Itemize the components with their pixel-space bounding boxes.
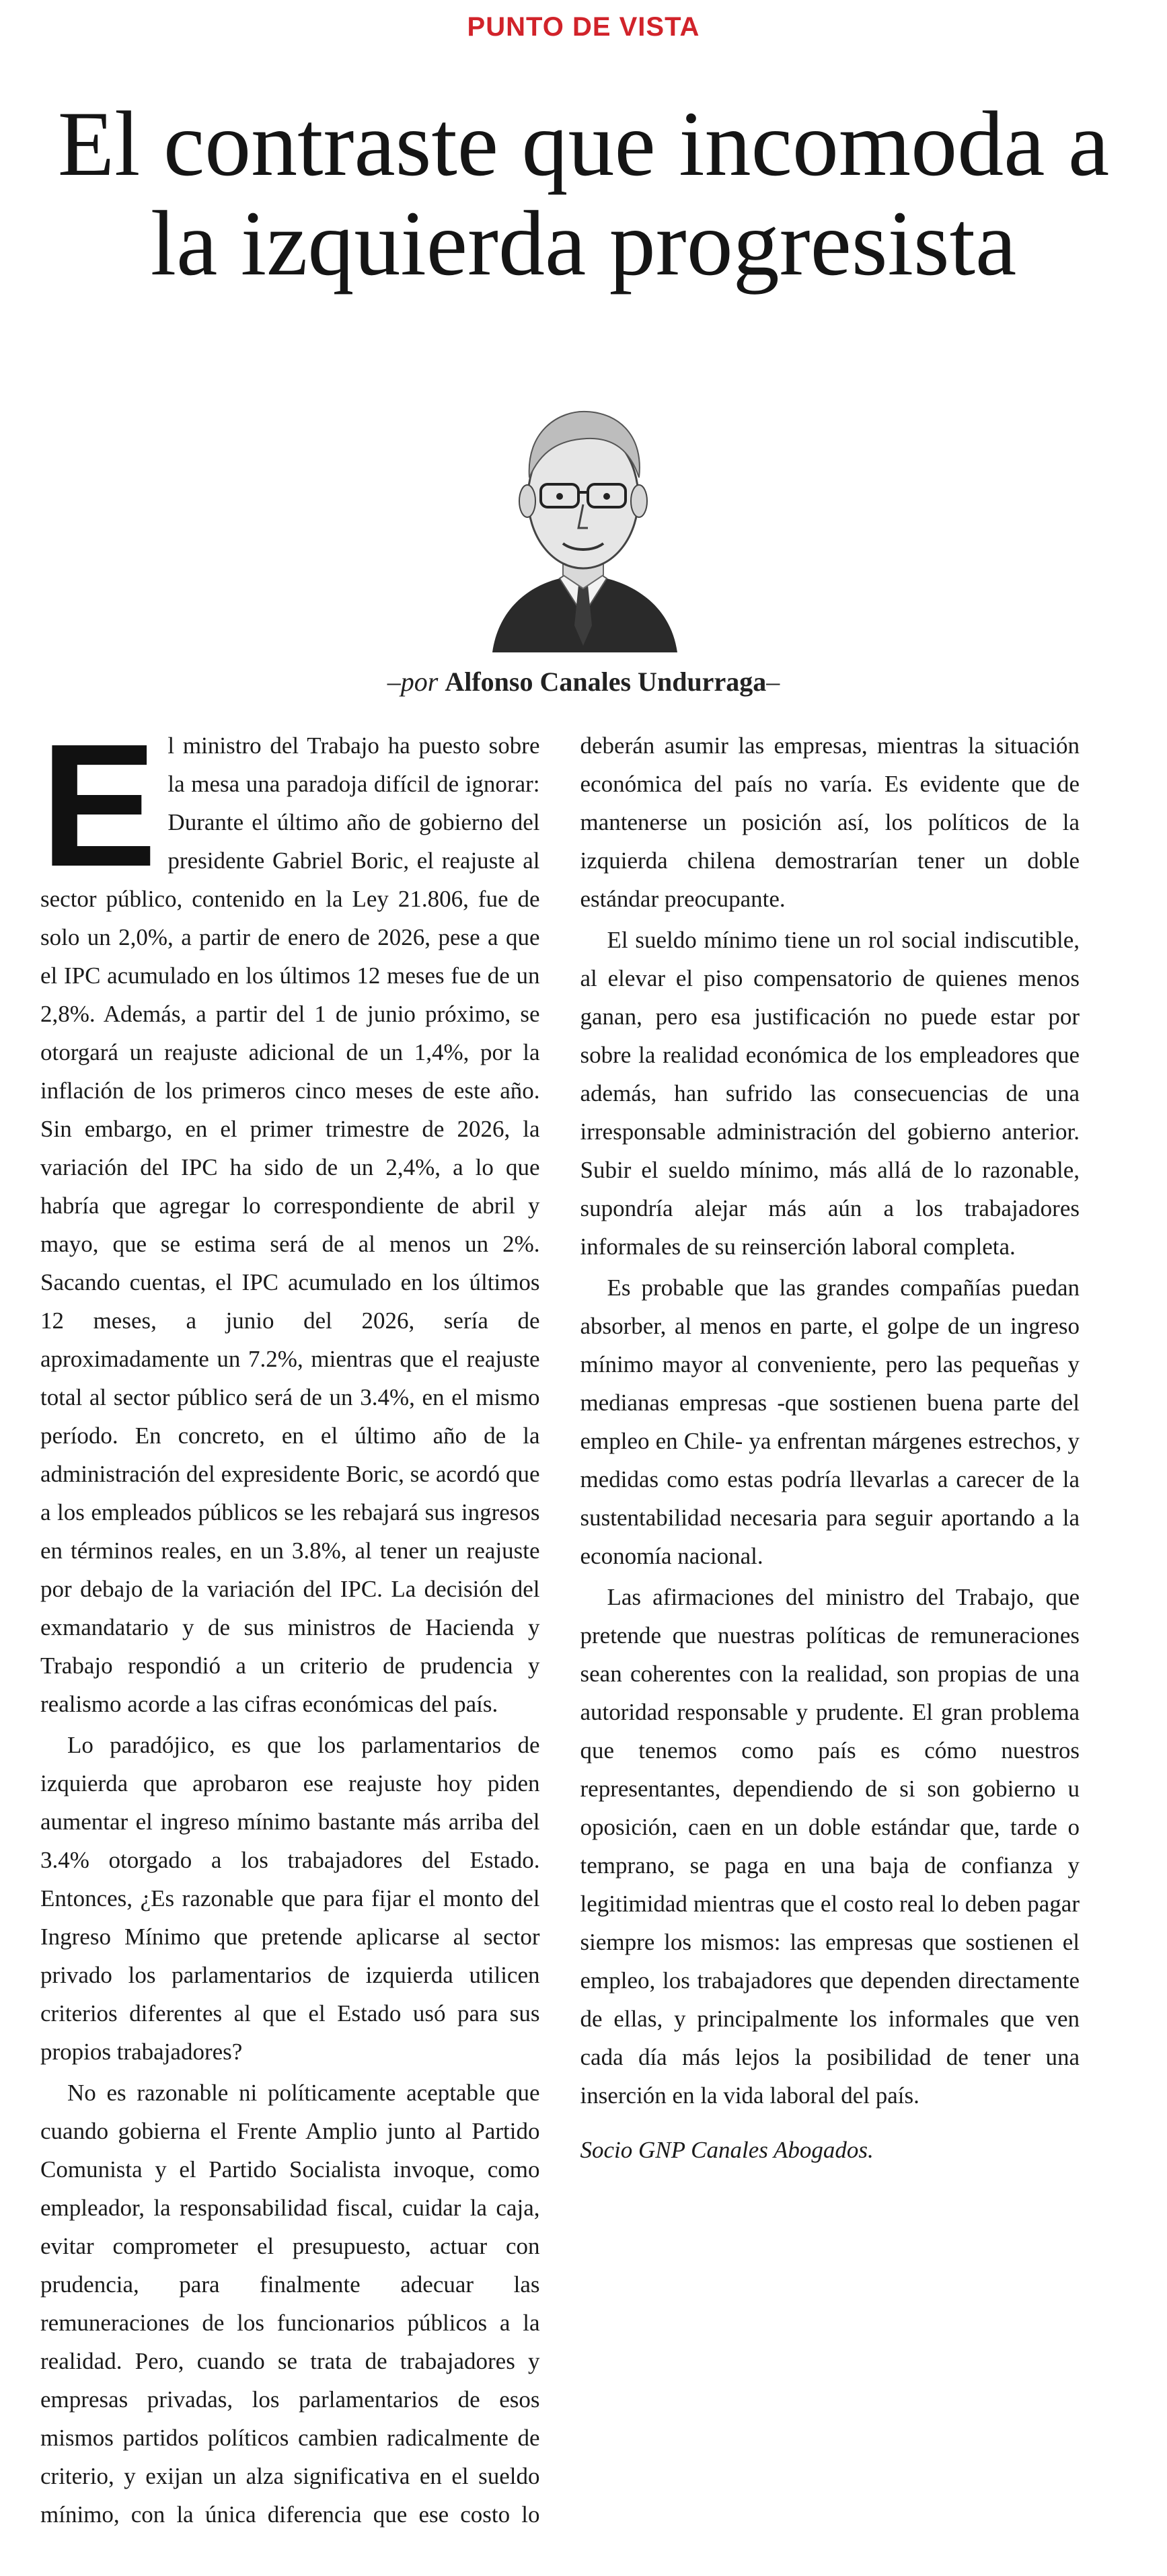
- author-signature: Socio GNP Canales Abogados.: [580, 2137, 874, 2163]
- byline-author: Alfonso Canales Undurraga: [445, 667, 767, 697]
- section-tag: PUNTO DE VISTA: [467, 12, 700, 42]
- article-paragraph: Es probable que las grandes compañías puedan absorber, al menos en parte, el golpe de un ingreso mínimo mayor al conveniente, pero las pequeñas y medianas empresas -que sostienen buena parte del empleo en Chile- ya enfrentan márgenes estrechos, y medidas como estas podría llevarlas a carecer de la sustentabilidad necesaria para seguir aportando a la economía nacional.: [580, 1275, 1080, 1569]
- author-portrait: [479, 383, 687, 652]
- byline-dash: –: [766, 667, 780, 697]
- byline: [0, 666, 1167, 697]
- article-paragraph: [40, 708, 540, 1723]
- byline-prefix: –por: [387, 667, 439, 697]
- article-paragraph: No es razonable ni políticamente aceptable que cuando gobierna el Frente Amplio junto al Partido Comunista y el Partido Socialista invoque, como empleador, la responsabilidad fiscal, cuidar la caja, evitar comprometer el presupuesto, actuar con prudencia, para finalmente adecuar las remuneraciones de los funcionarios públicos a la realidad. Pero, cuando se trata de trabajadores y empresas privadas, los parlamentarios de esos mismos partidos políticos cambien radicalmente de criterio, y exijan un alza significativa en el sueldo mínimo, con la única diferencia que ese costo lo deberán asumir las empresas, mientras la situación económica del país no varía. Es evidente que de mantenerse un posición así, los políticos de la izquierda chilena demostrarían tener un doble estándar preocupante.: [40, 732, 1080, 2528]
- paragraph-text: l ministro del Trabajo ha puesto sobre la mesa una paradoja difícil de ignorar: Durante el último año de gobierno del presidente Gabriel Boric, el reajuste al sector público, contenido en la Ley 21.806, fue de solo un 2,0%, a partir de enero de 2026, pese a que el IPC acumulado en los últimos 12 meses fue de un 2,8%. Además, a partir del 1 de junio próximo, se otorgará un reajuste adicional de un 1,4%, por la inflación de los primeros cinco meses de este año. Sin embargo, en el primer trimestre de 2026, la variación del IPC ha sido de un 2,4%, a lo que habría que agregar lo correspondiente de abril y mayo, que se estima será de al menos un 2%. Sacando cuentas, el IPC acumulado en los últimos 12 meses, a junio del 2026, sería de aproximadamente un 7.2%, mientras que el reajuste total al sector público será de un 3.4%, en el mismo período. En concreto, en el último año de la administración del expresidente Boric, se acordó que a los empleados públicos se les rebajará sus ingresos en términos reales, en un 3.8%, al tener un reajuste por debajo de la variación del IPC. La decisión del exmandatario y de sus ministros de Hacienda y Trabajo respondió a un criterio de prudencia y realismo acorde a las cifras económicas del país.: [40, 732, 540, 1717]
- article-paragraph: El sueldo mínimo tiene un rol social indiscutible, al elevar el piso compensatorio de quienes menos ganan, pero esa justificación no puede estar por sobre la realidad económica de los empleadores que además, han sufrido las consecuencias de una irresponsable administración del gobierno anterior. Subir el sueldo mínimo, más allá de lo razonable, supondría alejar más aún a los trabajadores informales de su reinserción laboral completa.: [580, 927, 1080, 1260]
- article-paragraph: Lo paradójico, es que los parlamentarios de izquierda que aprobaron ese reajuste hoy piden aumentar el ingreso mínimo bastante más arriba del 3.4% otorgado a los trabajadores del Estado. Entonces, ¿Es razonable que para fijar el monto del Ingreso Mínimo que pretende aplicarse al sector privado los parlamentarios de izquierda utilicen criterios diferentes al que el Estado usó para sus propios trabajadores?: [40, 1732, 540, 2065]
- article-paragraph: Las afirmaciones del ministro del Trabajo, que pretende que nuestras políticas de remuneraciones sean coherentes con la realidad, son propias de una autoridad responsable y prudente. El gran problema que tenemos como país es cómo nuestros representantes, dependiendo de si son gobierno u oposición, caen en un doble estándar que, tarde o temprano, se paga en una baja de confianza y legitimidad mientras que el costo real lo deben pagar siempre los mismos: las empresas que sostienen el empleo, los trabajadores que dependen directamente de ellas, y principalmente los informales que ven cada día más lejos la posibilidad de tener una inserción en la vida laboral del país.: [580, 1584, 1080, 2109]
- drop-cap: E: [40, 708, 157, 903]
- headline: El contraste que incomoda a la izquierda progresista: [57, 92, 1110, 295]
- article-body: [40, 708, 1080, 2556]
